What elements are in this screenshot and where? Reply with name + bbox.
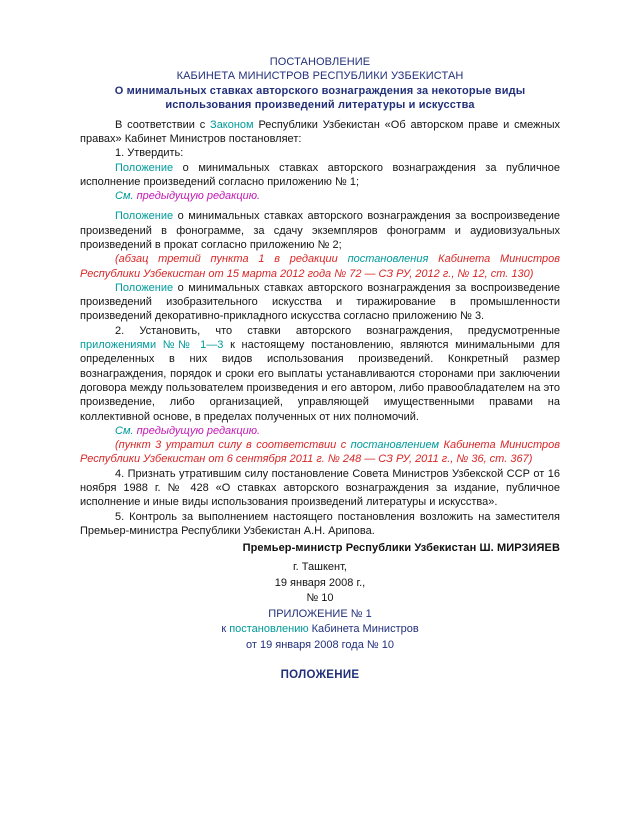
see-label-2: См. xyxy=(115,424,137,437)
place-and-date-block xyxy=(80,560,560,607)
item1-sub2-text: о минимальных ставках авторского вознаграждения за воспроизведение произведений в фонограмме, за сдачу экземпляров фонограмм и аудиовизуальных произведений в прокат согласно приложению № 2; xyxy=(80,210,560,251)
appendix-title: ПРИЛОЖЕНИЕ № 1 xyxy=(268,607,372,620)
amendment-1-decree-link[interactable]: постановления xyxy=(347,253,429,266)
polozhenie-heading: ПОЛОЖЕНИЕ xyxy=(280,669,360,682)
law-link[interactable]: Законом xyxy=(210,118,254,131)
preamble-text-after: Республики Узбекистан «Об авторском праве и смежных правах» Кабинет Министров постановляет: xyxy=(80,118,560,145)
polozhenie-link-2[interactable]: Положение xyxy=(115,210,174,223)
preamble-text-before: В соответствии с xyxy=(115,118,211,131)
title-line-subject-1: О минимальных ставках авторского вознаграждения за некоторые виды xyxy=(114,84,526,97)
title-line-subject-2: использования произведений литературы и искусства xyxy=(165,99,475,112)
amendment-1-after: Кабинета Министров Республики Узбекистан от 15 марта 2012 года № 72 — СЗ РУ, 2012 г., № 12, ст. 130) xyxy=(80,253,560,280)
decree-number-line: № 10 xyxy=(306,592,334,605)
item4-paragraph: 4. Признать утратившим силу постановление Совета Министров Узбекской ССР от 16 ноября 1988 г. № 428 «О ставках авторского вознаграждения за издание, публичное исполнение и иные виды использования произведений литературы и искусства». xyxy=(80,467,560,509)
title-line-postanovlenie: ПОСТАНОВЛЕНИЕ xyxy=(269,56,371,68)
amendment-1-before: (абзац третий пункта 1 в редакции xyxy=(115,253,348,266)
appendix-block xyxy=(80,607,560,654)
amendment-2-after: Кабинета Министров Республики Узбекистан от 6 сентября 2011 г. № 248 — СЗ РУ, 2011 г., № 36, ст. 367) xyxy=(80,439,560,466)
item1-sub2-paragraph xyxy=(80,209,560,252)
appendix-reference-line xyxy=(80,622,560,638)
date-line: 19 января 2008 г., xyxy=(274,576,366,589)
item1-sub3-paragraph xyxy=(80,281,560,324)
amendment-note-2 xyxy=(80,438,560,467)
amendment-note-1 xyxy=(80,252,560,281)
see-previous-edition-note-2 xyxy=(80,424,560,438)
document-title-block xyxy=(80,55,560,113)
item2-text-before: 2. Установить, что ставки авторского вознаграждения, предусмотренные xyxy=(115,324,560,337)
polozhenie-link-3[interactable]: Положение xyxy=(115,281,174,294)
previous-edition-link-2[interactable]: предыдущую редакцию. xyxy=(136,424,261,437)
item2-paragraph xyxy=(80,324,560,424)
appendix-ref-before: к xyxy=(221,623,230,636)
appendices-link[interactable]: приложениями №№ 1—3 xyxy=(80,339,224,352)
prime-minister-signature: Премьер-министр Республики Узбекистан Ш. МИРЗИЯЕВ xyxy=(242,542,560,555)
see-label-1: См. xyxy=(115,190,137,203)
city-line: г. Ташкент, xyxy=(293,561,347,574)
previous-edition-link-1[interactable]: предыдущую редакцию. xyxy=(136,190,261,203)
see-previous-edition-note-1 xyxy=(80,189,560,203)
item1-sub3-text: о минимальных ставках авторского вознаграждения за воспроизведение произведений изобразительного искусства и тиражирование в промышленности произведений декоративно-прикладного искусства согласно приложению № 3. xyxy=(80,281,560,323)
preamble-paragraph xyxy=(80,118,560,147)
title-line-cabinet: КАБИНЕТА МИНИСТРОВ РЕСПУБЛИКИ УЗБЕКИСТАН xyxy=(176,70,464,83)
amendment-2-decree-link[interactable]: постановлением xyxy=(350,439,440,452)
polozhenie-link-1[interactable]: Положение xyxy=(115,161,174,174)
appendix-decree-link[interactable]: постановлению xyxy=(229,623,309,636)
appendix-date-line: от 19 января 2008 года № 10 xyxy=(246,638,394,651)
amendment-2-before: (пункт 3 утратил силу в соответствии с xyxy=(115,439,351,452)
item1-heading: 1. Утвердить: xyxy=(115,147,184,160)
item5-paragraph: 5. Контроль за выполнением настоящего постановления возложить на заместителя Премьер-министра Республики Узбекистан А.Н. Арипова. xyxy=(80,510,560,537)
appendix-ref-after: Кабинета Министров xyxy=(308,623,419,636)
item2-text-after: к настоящему постановлению, являются минимальными для определенных в них видов использования произведений. Конкретный размер вознаграждения, порядок и сроки его выплаты устанавливаются сторонами при заключении договора между пользователем произведения и его автором, либо правообладателем на это произведение, либо организацией, управляющей имущественными правами на коллективной основе, в пределах полученных от них полномочий. xyxy=(80,339,560,423)
item1-sub1-paragraph xyxy=(80,161,560,190)
item1-sub1-text: о минимальных ставках авторского вознаграждения за публичное исполнение произведений согласно приложению № 1; xyxy=(80,161,560,188)
